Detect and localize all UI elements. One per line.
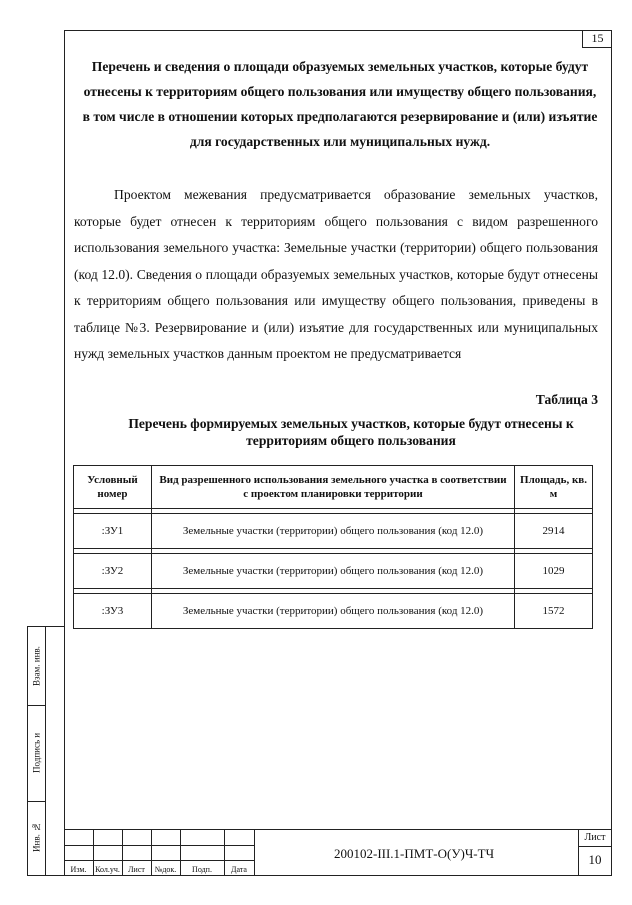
cell-number: :ЗУ1 — [74, 514, 152, 549]
cell-area: 2914 — [515, 514, 593, 549]
caption-kol: Кол.уч. — [95, 865, 120, 874]
cell-area: 1029 — [515, 554, 593, 589]
header-area: Площадь, кв. м — [515, 466, 593, 509]
header-use: Вид разрешенного использования земельного участка в соответствии с проектом планировки территории — [151, 466, 514, 509]
title-block — [64, 829, 612, 876]
table-label: Таблица 3 — [535, 392, 598, 407]
document-title: Перечень и сведения о площади образуемых земельных участков, которые будут отнесены к территориям общего пользования или имуществу общего пользования, в том числе в отношении которых предполагаются резервирование и (или) изъятие для государственных или муниципальных нужд. — [82, 59, 598, 149]
cell-use: Земельные участки (территории) общего пользования (код 12.0) — [151, 594, 514, 629]
header-number: Условный номер — [74, 466, 152, 509]
body-paragraph: Проектом межевания предусматривается образование земельных участков, которые будет отнесен к территориям общего пользования с видом разрешенного использования земельного участка: Земельные участки (территории) общего пользования (код 12.0). Сведения о площади образуемых земельных участков, которые будут отнесены к территориям общего пользования или имуществу общего пользования, приведены в таблице №3. Резервирование и (или) изъятие для государственных или муниципальных нужд земельных участков данным проектом не предусматривается — [74, 187, 598, 361]
side-strip — [27, 626, 64, 876]
table-title: Перечень формируемых земельных участков, которые будут отнесены к территориям общего пользования — [128, 416, 574, 448]
side-label-inv: Инв. № — [31, 821, 42, 853]
page-frame — [64, 30, 612, 876]
caption-izm: Изм. — [70, 865, 87, 874]
land-plots-table — [73, 465, 593, 629]
table-row — [74, 554, 593, 589]
cell-number: :ЗУ2 — [74, 554, 152, 589]
caption-ndok: №док. — [154, 865, 177, 874]
side-divider — [45, 627, 46, 875]
caption-list: Лист — [128, 865, 145, 874]
side-label-podpis: Подпись и — [31, 732, 42, 774]
sheet-label: Лист — [584, 832, 606, 843]
cell-area: 1572 — [515, 594, 593, 629]
table-header-row — [74, 466, 593, 509]
sheet-number: 10 — [588, 852, 602, 867]
cell-use: Земельные участки (территории) общего пользования (код 12.0) — [151, 554, 514, 589]
table-row — [74, 594, 593, 629]
caption-podp: Подп. — [192, 865, 212, 874]
side-label-vzam: Взам. инв. — [31, 646, 42, 686]
stamp-row-line — [578, 846, 612, 847]
cell-use: Земельные участки (территории) общего пользования (код 12.0) — [151, 514, 514, 549]
table-row — [74, 514, 593, 549]
cell-number: :ЗУ3 — [74, 594, 152, 629]
caption-data: Дата — [231, 865, 247, 874]
page-number-top: 15 — [582, 30, 612, 48]
document-code: 200102-III.1-ПМТ-О(У)Ч-ТЧ — [333, 846, 495, 861]
